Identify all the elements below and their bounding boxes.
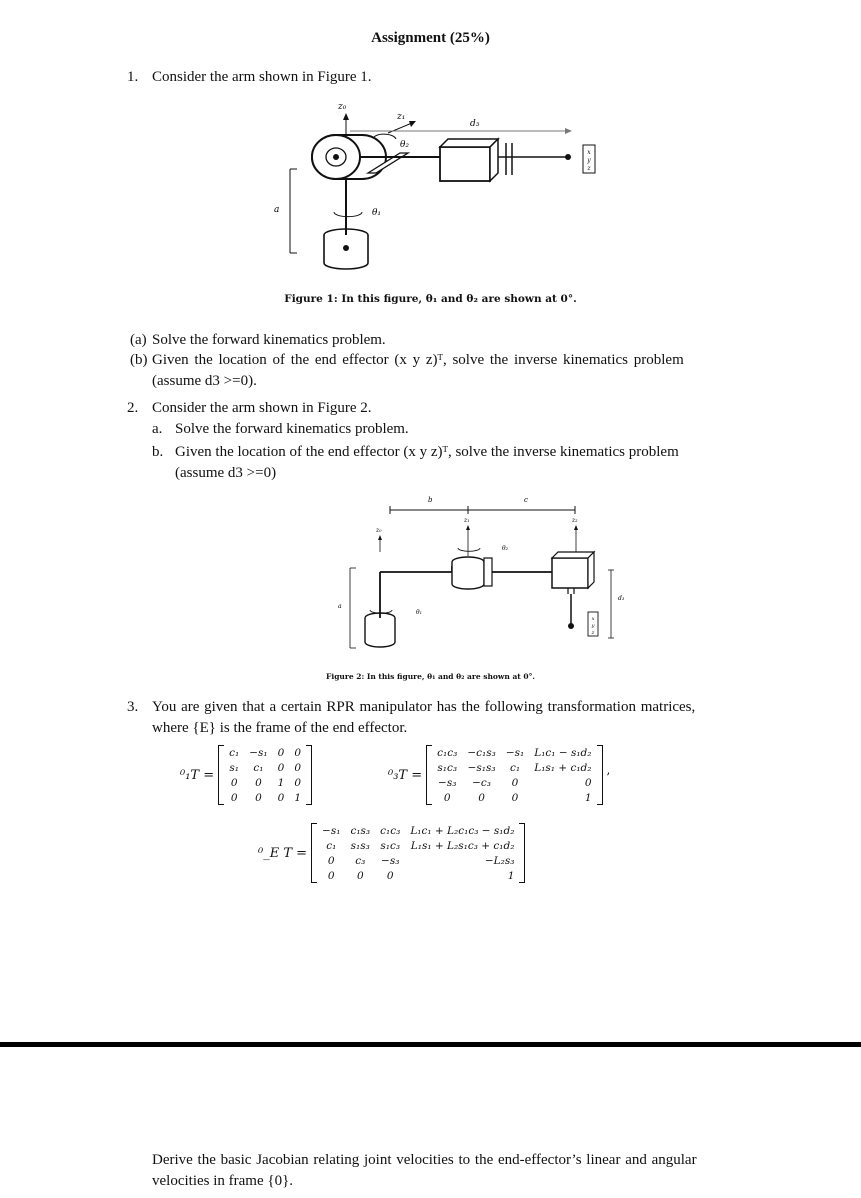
matrix-row [317,838,519,853]
page-title: Assignment (25%) [371,30,490,46]
matrix-cell: c₁c₃ [380,824,401,837]
q2b-text: Given the location of the end effector (x y z)ᵀ, solve the inverse kinematics problem [175,444,679,460]
matrix-row [224,760,306,775]
matrix-cell: −s₁ [322,824,341,837]
fig1-label-theta1: θ₁ [372,208,382,218]
matrix-0-E-label: ⁰_E T = [258,845,308,861]
fig2-label-c: c [524,496,528,504]
q3-number: 3. [127,699,139,715]
page-separator [0,1042,861,1047]
figure-1 [250,95,610,280]
matrix-cell: −s₃ [438,776,457,789]
matrix-cell: c₁s₃ [350,824,371,837]
fig1-label-z: z [587,165,591,172]
matrix-cell: 0 [277,761,285,774]
fig2-end-effector [568,623,574,629]
fig2-label-theta1: θ₁ [416,609,423,616]
q1a-text: Solve the forward kinematics problem. [152,332,386,348]
fig2-label-y: y [591,623,595,629]
matrix-row [432,760,596,775]
matrix-cell: 0 [230,776,238,789]
q3-text-cont: where {E} is the frame of the end effector. [152,720,408,736]
fig1-label-z1: z₁ [397,112,406,122]
fig1-theta2-arrow [374,134,396,139]
matrix-cell: 0 [255,776,262,789]
matrix-cell: c₃ [355,854,366,867]
bottom-text: Derive the basic Jacobian relating joint velocities to the end-effector’s linear and angular [152,1152,697,1168]
matrix-cell: 1 [584,791,592,804]
q2a-label: a. [152,421,163,437]
fig1-theta1-arrow [334,212,362,217]
q1a-label: (a) [130,332,147,348]
matrix-cell: 0 [584,776,592,789]
matrix-cell: c₁c₃ [437,746,458,759]
fig2-label-z0: z₀ [376,527,382,534]
matrix-row [432,775,596,790]
fig2-label-z2: z₂ [572,517,578,524]
matrix-row [432,790,596,805]
q1b-text: Given the location of the end effector (x y z)ᵀ, solve the inverse kinematics problem [152,352,684,368]
matrix-cell: 0 [386,869,394,882]
fig2-label-z: z [591,630,595,636]
matrix-cell: s₁ [229,761,239,774]
matrix-cell: −s₁ [505,746,525,759]
matrix-cell: L₁c₁ − s₁d₂ [534,746,592,759]
matrix-cell: 0 [294,746,301,759]
matrix-cell: −L₂s₃ [484,854,515,867]
fig1-box [440,147,490,181]
matrix-cell: c₁ [229,746,240,759]
matrix-0-3-body [432,745,596,805]
q2-number: 2. [127,400,139,416]
fig1-label-y: y [587,157,591,164]
fig2-label-theta2: θ₂ [502,545,509,552]
matrix-cell: 0 [327,854,335,867]
q2b-text-cont: (assume d3 >=0) [175,465,277,481]
matrix-0-E-T [258,823,525,883]
matrix-row [317,853,519,868]
q1-number: 1. [127,69,139,85]
matrix-cell: s₁s₃ [350,839,370,852]
matrix-cell: c₁ [509,761,521,774]
q1b-text-cont: (assume d3 >=0). [152,373,257,389]
q2-text: Consider the arm shown in Figure 2. [152,400,372,416]
matrix-0-1-body [224,745,306,805]
matrix-cell: L₁s₁ + L₂s₁c₃ + c₁d₂ [410,839,515,852]
fig2-label-d3: d₃ [618,595,625,602]
fig1-z1-axis [388,123,412,133]
matrix-cell: −s₁ [249,746,268,759]
fig1-end-effector [565,154,571,160]
q2a-text: Solve the forward kinematics problem. [175,421,409,437]
matrix-cell: 1 [277,776,285,789]
matrix-cell: 0 [478,791,485,804]
fig1-base-dot [343,245,349,251]
figure-1-caption: Figure 1: In this figure, θ₁ and θ₂ are shown at 0°. [284,293,577,305]
figure-2 [320,490,630,665]
matrix-0-3-label: ⁰₃T = [388,767,423,783]
fig2-box [552,558,588,588]
fig1-label-theta2: θ₂ [400,140,410,150]
matrix-comma: , [606,763,611,777]
matrix-row [224,745,306,760]
matrix-cell: 0 [327,869,335,882]
matrix-cell: −c₃ [472,776,491,789]
matrix-cell: L₁s₁ + c₁d₂ [534,761,592,774]
matrix-cell: −c₁s₃ [467,746,496,759]
matrix-cell: c₁ [326,839,337,852]
matrix-row [224,775,306,790]
fig1-base-body [324,235,368,269]
q1-text: Consider the arm shown in Figure 1. [152,69,372,85]
matrix-cell: 0 [511,776,519,789]
figure-2-caption: Figure 2: In this figure, θ₁ and θ₂ are shown at 0°. [326,672,535,681]
fig1-label-d3: d₃ [470,119,480,129]
fig2-label-b: b [428,496,433,504]
q3-text: You are given that a certain RPR manipulator has the following transformation matrices, [152,699,696,715]
matrix-cell: 0 [230,791,238,804]
matrix-row [317,868,519,883]
fig2-label-z1: z₁ [464,517,470,524]
matrix-0-1-label: ⁰₁T = [180,767,215,783]
matrix-cell: c₁ [253,761,264,774]
fig1-label-x: x [587,149,591,156]
matrix-cell: 0 [511,791,519,804]
matrix-cell: 0 [356,869,364,882]
matrix-cell: s₁c₃ [380,839,401,852]
matrix-cell: 1 [507,869,515,882]
matrix-cell: 0 [277,746,285,759]
matrix-row [432,745,596,760]
q2b-label: b. [152,444,164,460]
fig2-label-x: x [591,616,595,622]
matrix-row [317,823,519,838]
matrix-cell: 0 [277,791,285,804]
matrix-cell: s₁c₃ [437,761,458,774]
matrix-0-E-body [317,823,519,883]
fig2-base-body [365,618,395,647]
matrix-row [224,790,306,805]
fig2-joint2-body [452,562,484,589]
matrix-cell: 0 [255,791,262,804]
q1b-label: (b) [130,352,148,368]
matrix-cell: 0 [294,761,301,774]
bottom-text-cont: velocities in frame {0}. [152,1173,294,1189]
matrix-cell: −s₃ [381,854,400,867]
matrix-cell: 0 [443,791,451,804]
fig1-label-a: a [274,205,280,215]
matrix-cell: 1 [294,791,301,804]
fig1-label-z0: z₀ [338,102,347,112]
fig2-label-a: a [338,603,342,610]
matrix-cell: L₁c₁ + L₂c₁c₃ − s₁d₂ [410,824,515,837]
matrix-cell: −s₁s₃ [467,761,496,774]
matrix-0-1-T [180,745,312,805]
matrix-0-3-T [388,745,610,805]
matrix-cell: 0 [294,776,301,789]
